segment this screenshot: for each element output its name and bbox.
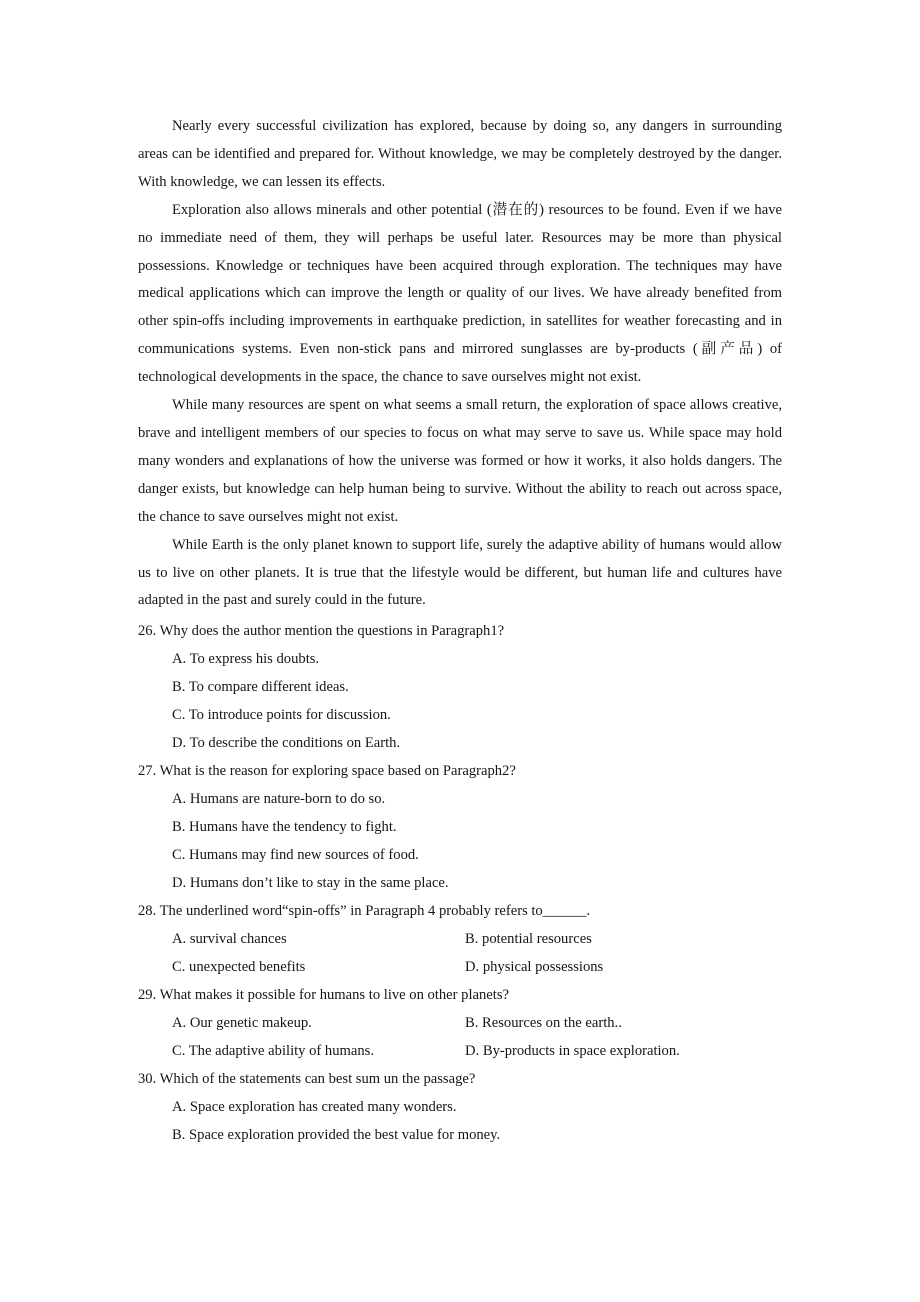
question-option[interactable]: D. Humans don’t like to stay in the same place.	[172, 875, 449, 892]
question-option[interactable]: D. By-products in space exploration.	[465, 1043, 680, 1060]
passage-paragraph-4: While Earth is the only planet known to support life, surely the adaptive ability of humans would allow us to live on other planets. It is true that the lifestyle would be different, but human life and cultures have adapted in the past and surely could in the future.	[138, 536, 782, 609]
question-30	[138, 1065, 782, 1149]
question-26	[138, 617, 782, 757]
question-option[interactable]: B. Humans have the tendency to fight.	[172, 819, 397, 836]
question-option[interactable]: B. Resources on the earth..	[465, 1015, 622, 1032]
passage-paragraph-3: While many resources are spent on what seems a small return, the exploration of space allows creative, brave and intelligent members of our species to focus on what may serve to save us. While space may hold many wonders and explanations of how the universe was formed or how it works, it also holds dangers. The danger exists, but knowledge can help human being to survive. Without the ability to reach out across space, the chance to save ourselves might not exist.	[138, 397, 782, 525]
question-29	[138, 981, 782, 1065]
question-option[interactable]: C. The adaptive ability of humans.	[172, 1043, 374, 1060]
question-option[interactable]: A. To express his doubts.	[172, 651, 320, 668]
passage-paragraph-1: Nearly every successful civilization has explored, because by doing so, any dangers in surrounding areas can be identified and prepared for. Without knowledge, we may be completely destroyed by the danger. With knowledge, we can lessen its effects.	[138, 118, 782, 190]
question-option[interactable]: D. physical possessions	[465, 959, 604, 976]
question-option[interactable]: D. To describe the conditions on Earth.	[172, 735, 401, 752]
question-option[interactable]: C. Humans may find new sources of food.	[172, 847, 419, 864]
question-option[interactable]: A. Our genetic makeup.	[172, 1015, 312, 1032]
question-option[interactable]: B. To compare different ideas.	[172, 679, 349, 696]
questions-section	[138, 617, 782, 1149]
question-option[interactable]: C. To introduce points for discussion.	[172, 707, 391, 724]
option-row	[138, 1009, 782, 1037]
question-option[interactable]: A. Space exploration has created many wonders.	[172, 1099, 457, 1116]
question-stem: 26. Why does the author mention the questions in Paragraph1?	[138, 623, 505, 640]
question-option[interactable]: A. Humans are nature-born to do so.	[172, 791, 386, 808]
question-option[interactable]: B. potential resources	[465, 931, 592, 948]
question-stem: 27. What is the reason for exploring space based on Paragraph2?	[138, 763, 516, 780]
question-stem: 30. Which of the statements can best sum un the passage?	[138, 1071, 476, 1088]
passage-paragraph-2: Exploration also allows minerals and other potential (潜在的) resources to be found. Even if we have no immediate need of them, they will perhaps be useful later. Resources may be more than physical possessions. Knowledge or techniques have been acquired through exploration. The techniques may have medical applications which can improve the length or quality of our lives. We have already benefited from other spin-offs including improvements in earthquake prediction, in satellites for weather forecasting and in communications systems. Even non-stick pans and mirrored sunglasses are by-products (副产品) of technological developments in the space, the chance to save ourselves might not exist.	[138, 201, 782, 386]
question-option[interactable]: C. unexpected benefits	[172, 959, 306, 976]
question-28	[138, 897, 782, 981]
option-row	[138, 953, 782, 981]
question-option[interactable]: B. Space exploration provided the best value for money.	[172, 1127, 501, 1144]
option-row	[138, 925, 782, 953]
question-stem: 29. What makes it possible for humans to live on other planets?	[138, 987, 509, 1004]
option-row	[138, 1037, 782, 1065]
question-option[interactable]: A. survival chances	[172, 931, 287, 948]
question-stem: 28. The underlined word“spin-offs” in Paragraph 4 probably refers to______.	[138, 903, 591, 920]
question-27	[138, 757, 782, 897]
document-body	[138, 113, 782, 1149]
